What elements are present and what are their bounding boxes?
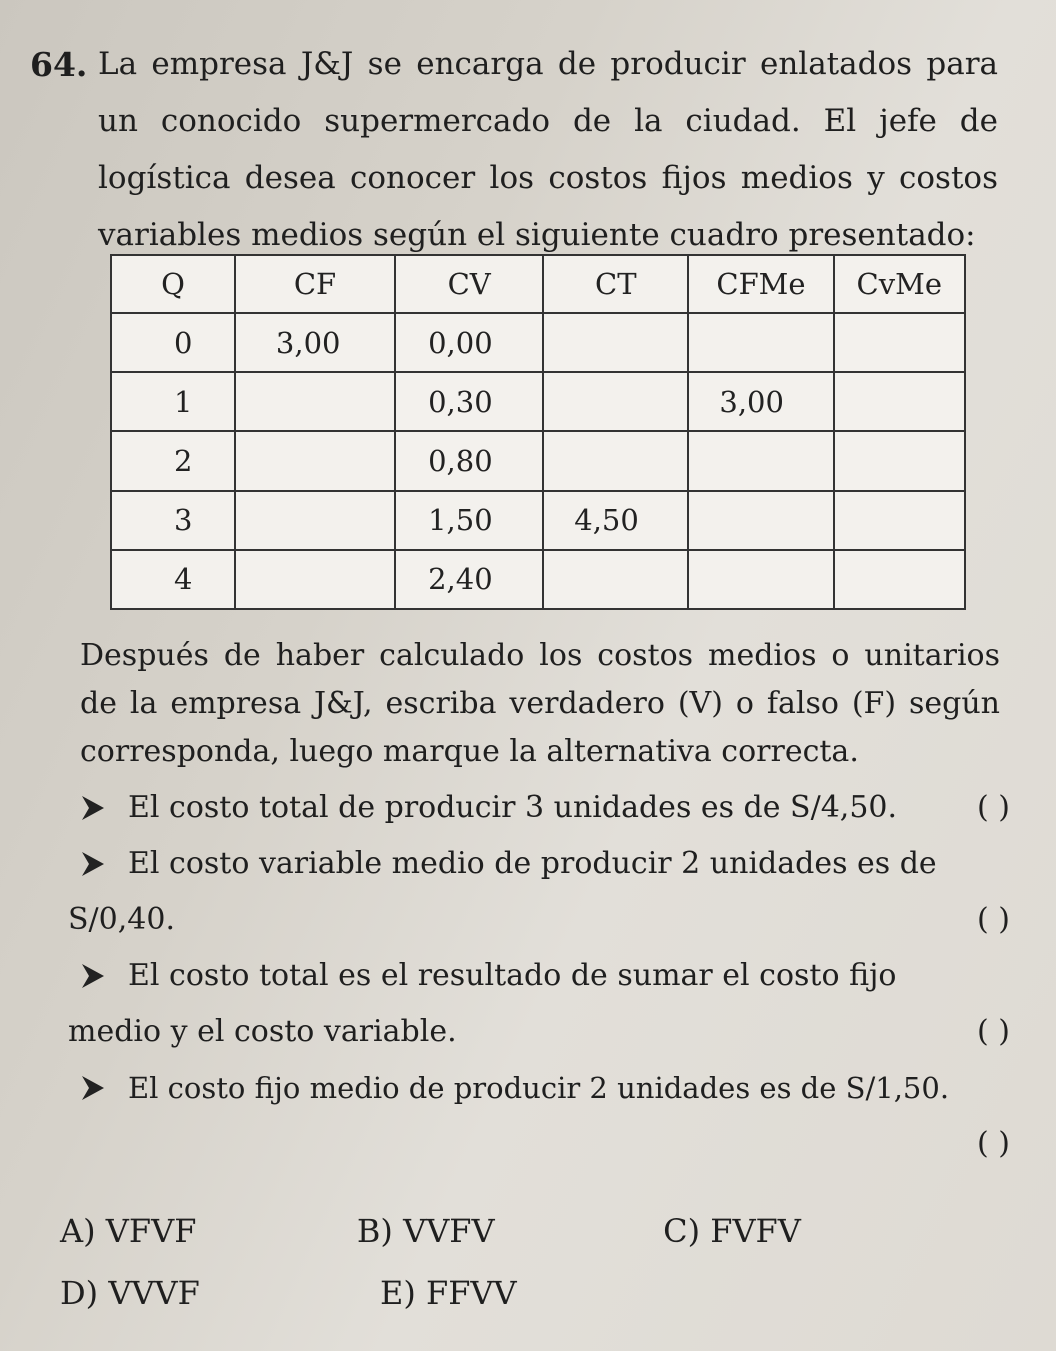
- table-cell: [235, 431, 395, 490]
- table-cell: 2,40: [395, 550, 543, 609]
- table-cell: 3: [111, 491, 235, 550]
- table-cell: [834, 372, 965, 431]
- arrow-bullet-icon: [80, 962, 106, 990]
- table-cell: [543, 313, 688, 372]
- header-q: Q: [111, 255, 235, 313]
- option-e[interactable]: E) FFVV: [380, 1274, 517, 1312]
- table-cell: [834, 431, 965, 490]
- table-row: [111, 550, 965, 609]
- statement-item: [80, 948, 1010, 1004]
- cost-table: [110, 254, 966, 610]
- table-cell: 3,00: [688, 372, 833, 431]
- table-cell: 4: [111, 550, 235, 609]
- table-row: [111, 431, 965, 490]
- statement-text: El costo total de producir 3 unidades es de S/4,50.: [128, 790, 898, 825]
- option-a[interactable]: A) VFVF: [60, 1212, 197, 1250]
- table-header-row: [111, 255, 965, 313]
- statement-text-cont: medio y el costo variable.: [68, 1014, 457, 1049]
- statement-item: [80, 780, 1010, 836]
- statement-list: [68, 780, 1010, 1172]
- answer-blank[interactable]: ( ): [977, 1126, 1010, 1161]
- problem-text: La empresa J&J se encarga de producir enlatados para un conocido supermercado de la ciudad. El jefe de logística desea conocer los costos fijos medios y costos variables medios según el siguiente cuadro presentado:: [98, 46, 998, 253]
- table-cell: [235, 372, 395, 431]
- statement-text: El costo fijo medio de producir 2 unidades es de S/1,50.: [128, 1071, 950, 1105]
- table-cell: [688, 313, 833, 372]
- table-cell: [688, 491, 833, 550]
- table-cell: [834, 313, 965, 372]
- instructions-text: Después de haber calculado los costos medios o unitarios de la empresa J&J, escriba verdadero (V) o falso (F) según corresponda, luego marque la alternativa correcta.: [80, 638, 1000, 769]
- header-ct: CT: [543, 255, 688, 313]
- arrow-bullet-icon: [80, 1074, 106, 1102]
- table-cell: [834, 491, 965, 550]
- statement-item: [80, 836, 1010, 892]
- table-cell: [543, 431, 688, 490]
- table-cell: [543, 372, 688, 431]
- option-b[interactable]: B) VVFV: [356, 1212, 495, 1250]
- table-cell: [834, 550, 965, 609]
- table-cell: 0,00: [395, 313, 543, 372]
- table-row: [111, 313, 965, 372]
- table-cell: 1: [111, 372, 235, 431]
- table-cell: 0: [111, 313, 235, 372]
- statement-continuation: [80, 1116, 1010, 1172]
- answer-options: [60, 1200, 960, 1324]
- statement-item: [80, 1060, 1010, 1116]
- header-cfme: CFMe: [688, 255, 833, 313]
- option-d[interactable]: D) VVVF: [60, 1274, 200, 1312]
- arrow-bullet-icon: [80, 850, 106, 878]
- header-cv: CV: [395, 255, 543, 313]
- answer-blank[interactable]: ( ): [977, 902, 1010, 937]
- statement-text-cont: S/0,40.: [68, 902, 175, 937]
- table-cell: 4,50: [543, 491, 688, 550]
- header-cvme: CvMe: [834, 255, 965, 313]
- table-cell: [543, 550, 688, 609]
- table-cell: [235, 491, 395, 550]
- statement-text: El costo total es el resultado de sumar el costo fijo: [128, 958, 897, 993]
- table-cell: [688, 550, 833, 609]
- table-row: [111, 491, 965, 550]
- arrow-bullet-icon: [80, 794, 106, 822]
- table-cell: [688, 431, 833, 490]
- table-cell: 2: [111, 431, 235, 490]
- option-c[interactable]: C) FVFV: [663, 1212, 801, 1250]
- answer-blank[interactable]: ( ): [977, 1014, 1010, 1049]
- answer-blank[interactable]: ( ): [977, 790, 1010, 825]
- table-cell: 0,80: [395, 431, 543, 490]
- table-cell: 1,50: [395, 491, 543, 550]
- header-cf: CF: [235, 255, 395, 313]
- statement-text: El costo variable medio de producir 2 unidades es de: [128, 846, 937, 881]
- problem-statement: [30, 36, 1020, 264]
- table-cell: 3,00: [235, 313, 395, 372]
- table-row: [111, 372, 965, 431]
- problem-number: 64.: [30, 45, 88, 84]
- statement-continuation: [70, 892, 1010, 948]
- statement-continuation: [68, 1004, 1010, 1060]
- table-cell: 0,30: [395, 372, 543, 431]
- table-cell: [235, 550, 395, 609]
